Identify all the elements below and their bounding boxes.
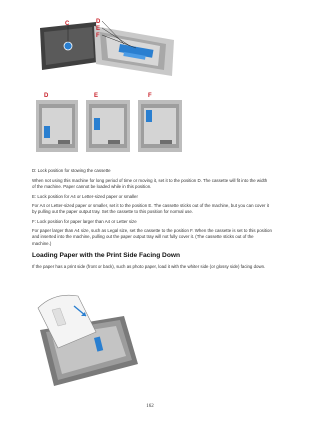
panel-e — [86, 100, 130, 152]
panel-f — [138, 100, 182, 152]
figure-label-f: F — [96, 33, 100, 39]
paragraph-f-title: F: Lock position for paper larger than A4 or Letter size — [32, 219, 137, 224]
panel-label-e: E — [94, 93, 99, 99]
section-heading: Loading Paper with the Print Side Facing Down — [32, 252, 181, 259]
page-number: 162 — [146, 404, 154, 409]
paper-loading-illustration — [34, 286, 144, 394]
panel-d — [36, 100, 78, 152]
figure-label-d: D — [96, 19, 101, 25]
section-body: If the paper has a print side (front or back), such as photo paper, load it with the whiter side (or glossy side) facing down. — [32, 264, 266, 269]
figure-label-e: E — [96, 26, 101, 32]
figure-label-c: C — [65, 21, 70, 27]
paragraph-f-body: For paper larger than A4 size, such as Legal size, set the cassette to the position F. When the cassette is set to this position and inserted into the machine, pulling out the paper output tray will not fully cover it. (The cassette sticks out of the machine.) — [32, 228, 272, 246]
lock-positions-illustration — [34, 90, 184, 156]
paragraph-e-body: For A4 or Letter-sized paper or smaller, set it to the position E. The cassette sticks out of the machine, but you can cover it by pulling out the paper output tray. Set the cassette to this position for normal use. — [32, 203, 269, 215]
paragraph-d-body: When not using this machine for long period of time or moving it, set it to the position D. The cassette will fit into the width of the machine. Paper cannot be loaded while in this position. — [32, 178, 268, 190]
panel-label-d: D — [44, 93, 49, 99]
cassette-lock-illustration — [34, 18, 184, 80]
paragraph-e-title: E: Lock position for A4 or Letter-sized paper or smaller — [32, 194, 138, 199]
paragraph-d-title: D: Lock position for stowing the cassette — [32, 168, 111, 173]
panel-label-f: F — [148, 93, 152, 99]
